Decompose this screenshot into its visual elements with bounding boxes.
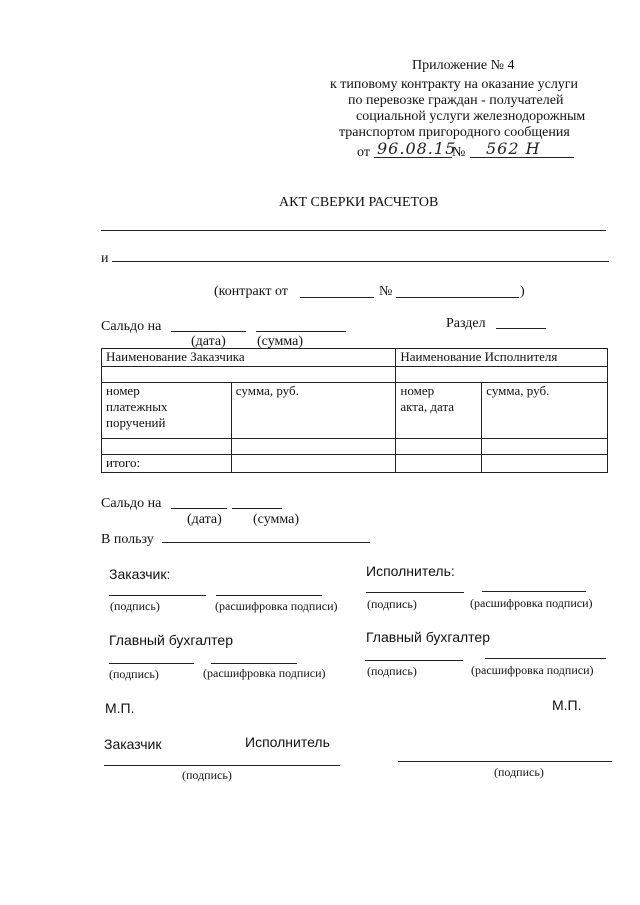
appendix-number: Приложение № 4 [412,58,515,73]
executor-accountant-signature-line [365,660,463,661]
contract-suffix: ) [520,284,525,299]
executor-label: Исполнитель: [366,563,455,579]
executor-accountant-decode-caption: (расшифровка подписи) [471,663,594,677]
executor-header: Наименование Исполнителя [396,349,608,367]
executor-signature-line [366,592,464,593]
customer-decode-line [216,595,322,596]
total-label: итого: [102,455,232,473]
contract-number-sign: № [379,284,393,299]
bottom-executor-signature-caption: (подпись) [494,765,544,779]
customer-accountant-decode-line [211,663,297,664]
bottom-customer-signature-caption: (подпись) [182,768,232,782]
handwritten-date: 96.08.15 [377,139,457,158]
document-title: АКТ СВЕРКИ РАСЧЕТОВ [279,195,439,210]
date-underline [374,157,452,158]
header-line-2: по перевозке граждан - получателей [348,93,564,108]
header-line-1: к типовому контракту на оказание услуги [330,77,579,92]
party-and: и [101,251,109,266]
section-line [496,328,546,329]
customer-stamp-mark: М.П. [105,700,135,716]
customer-accountant-signature-line [109,663,194,664]
executor-decode-line [482,591,586,592]
contract-date-line [300,297,374,298]
header-line-4: транспортом пригородного сообщения [339,125,570,140]
party-one-line [101,230,606,231]
col-payment-no: номер платежных поручений [102,383,232,439]
customer-header: Наименование Заказчика [102,349,396,367]
customer-accountant-decode-caption: (расшифровка подписи) [203,666,326,680]
in-favor-line [162,542,370,543]
customer-accountant-signature-caption: (подпись) [109,667,159,681]
contract-prefix: (контракт от [214,284,288,299]
saldo-top-date-line [171,331,246,332]
executor-signature-caption: (подпись) [367,597,417,611]
number-underline [470,157,574,158]
executor-stamp-mark: М.П. [552,697,582,713]
executor-accountant-signature-caption: (подпись) [367,664,417,678]
customer-chief-accountant-label: Главный бухгалтер [109,632,233,648]
executor-decode-caption: (расшифровка подписи) [470,596,593,610]
saldo-bottom-label: Сальдо на [101,496,162,511]
bottom-executor-label: Исполнитель [245,734,330,750]
customer-signature-caption: (подпись) [110,599,160,613]
col-sum-right: сумма, руб. [482,383,608,439]
table-header-row [102,349,608,367]
bottom-customer-signature-line [104,765,340,766]
table-spacer-row [102,367,608,383]
saldo-top-date-caption: (дата) [191,334,226,349]
handwritten-number: 562 Н [486,139,541,158]
in-favor-label: В пользу [101,532,154,547]
saldo-top-label: Сальдо на [101,319,162,334]
col-sum-left: сумма, руб. [231,383,396,439]
bottom-customer-label: Заказчик [104,736,162,752]
contract-number-line [396,297,519,298]
saldo-bottom-date-caption: (дата) [187,512,222,527]
saldo-bottom-sum-caption: (сумма) [253,512,300,527]
header-line-3: социальной услуги железнодорожным [356,109,586,124]
table-column-head-row [102,383,608,439]
saldo-top-sum-caption: (сумма) [257,334,304,349]
table-row [102,439,608,455]
executor-chief-accountant-label: Главный бухгалтер [366,629,490,645]
customer-decode-caption: (расшифровка подписи) [215,599,338,613]
date-prefix: от [357,145,370,160]
col-act-no: номер акта, дата [396,383,482,439]
number-prefix: № [452,145,466,160]
saldo-top-sum-line [256,331,346,332]
saldo-bottom-sum-line [232,508,282,509]
customer-signature-line [109,595,206,596]
section-label: Раздел [446,316,486,331]
executor-accountant-decode-line [485,658,606,659]
bottom-executor-signature-line [398,761,612,762]
saldo-bottom-date-line [171,508,227,509]
reconciliation-table [101,348,608,473]
customer-label: Заказчик: [109,566,171,582]
table-total-row [102,455,608,473]
party-two-line [112,261,609,262]
